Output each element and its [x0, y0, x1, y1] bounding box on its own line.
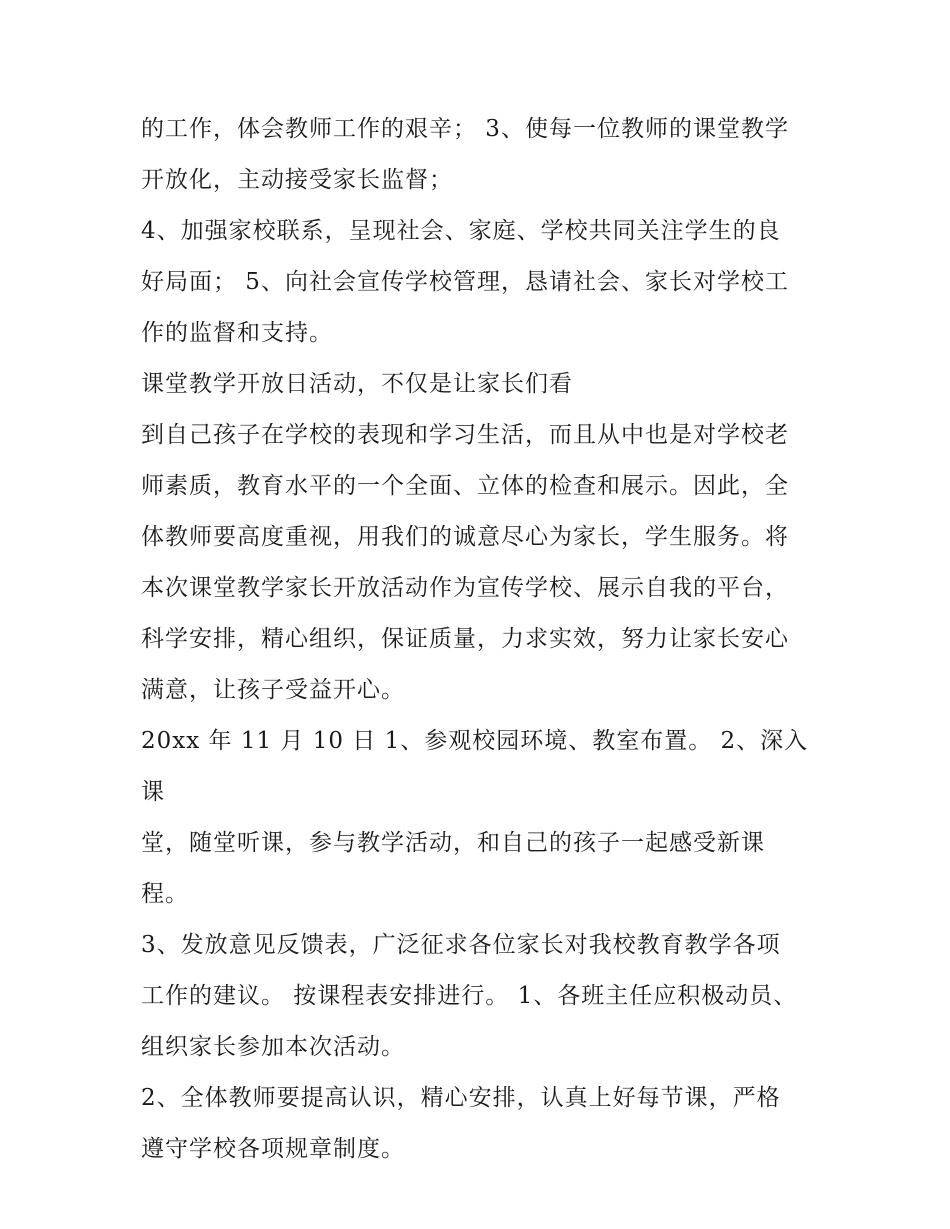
paragraph: 的工作，体会教师工作的艰辛； 3、使每一位教师的课堂教学 开放化，主动接受家长监督； — [141, 116, 789, 193]
paragraph: 4、加强家校联系，呈现社会、家庭、学校共同关注学生的良 好局面； 5、向社会宣传学校管理，恳请社会、家长对学校工 作的监督和支持。 — [141, 218, 789, 346]
paragraph: 课堂教学开放日活动，不仅是让家长们看 — [141, 371, 573, 397]
paragraph: 3、发放意见反馈表，广泛征求各位家长对我校教育教学各项 工作的建议。 按课程表安排进行。 1、各班主任应积极动员、 组织家长参加本次活动。 — [141, 932, 798, 1060]
document-body — [141, 104, 821, 1175]
paragraph: 到自己孩子在学校的表现和学习生活，而且从中也是对学校老 师素质，教育水平的一个全面、立体的检查和展示。因此，全 体教师要高度重视，用我们的诚意尽心为家长，学生服务。将 本次课堂教学家长开放活动作为宣传学校、展示自我的平台， 科学安排，精心组织，保证质量，力求实效，努力让家长安心 满意，让孩子受益开心。 — [141, 422, 789, 703]
paragraph: 20xx 年 11 月 10 日 1、参观校园环境、教室布置。 2、深入课 堂，随堂听课，参与教学活动，和自己的孩子一起感受新课 程。 — [141, 728, 809, 907]
paragraph: 2、全体教师要提高认识，精心安排，认真上好每节课，严格 遵守学校各项规章制度。 — [141, 1085, 781, 1162]
